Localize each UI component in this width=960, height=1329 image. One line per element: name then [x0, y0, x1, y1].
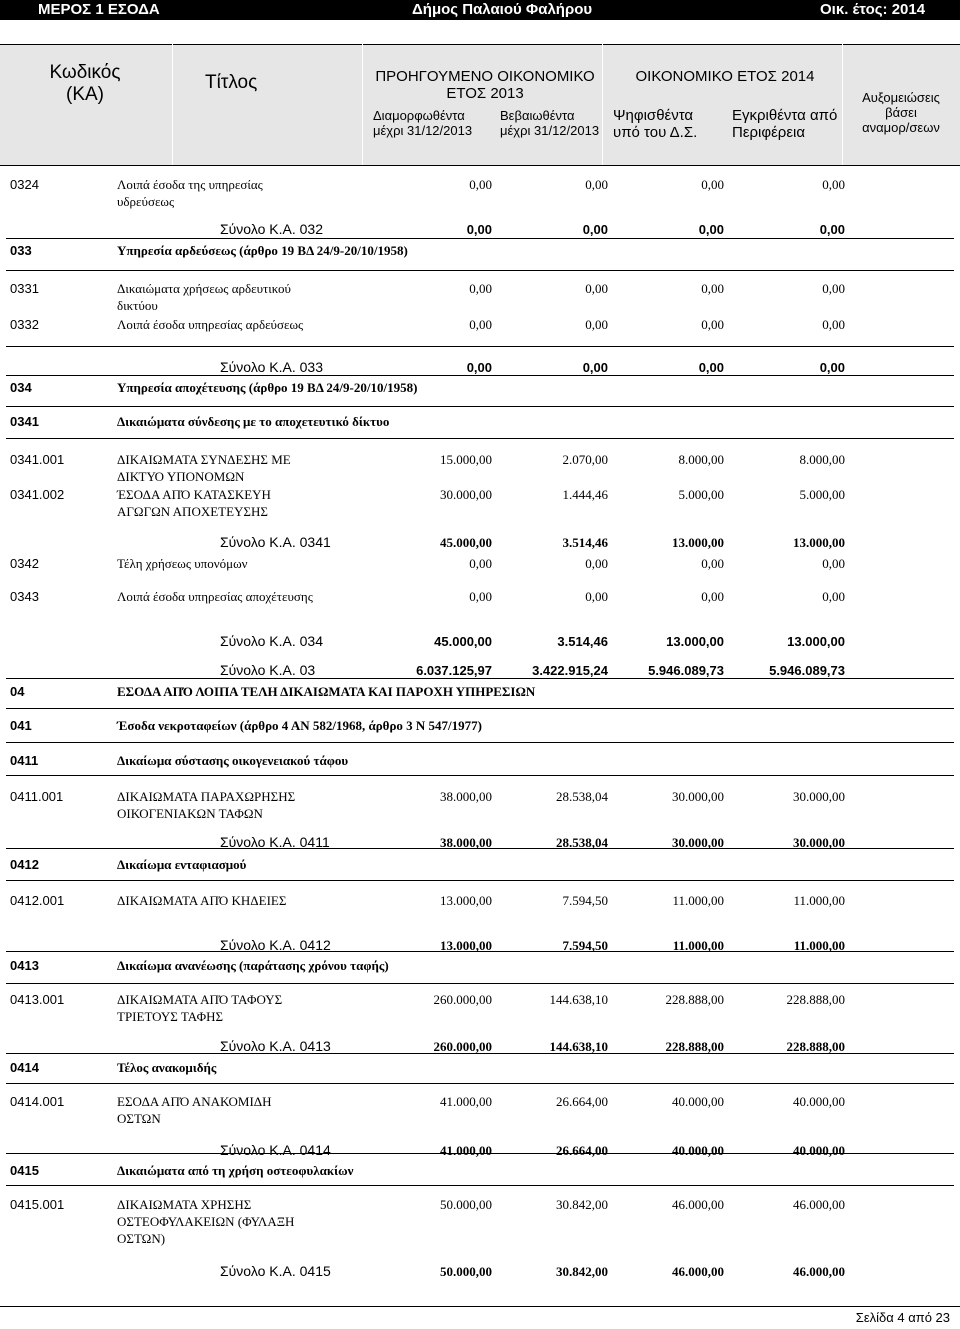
row-amount-formed: 6.037.125,97: [416, 663, 492, 678]
row-amount-formed: 45.000,00: [434, 634, 492, 649]
row-title: Έσοδα νεκροταφείων (άρθρο 4 ΑΝ 582/1968, άρθρο 3 Ν 547/1977): [117, 718, 482, 733]
row-amount-approved: 30.000,00: [793, 835, 845, 850]
row-title: Τέλη χρήσεως υπονόμων: [117, 556, 248, 571]
row-amount-certified: 0,00: [585, 317, 608, 332]
row-amount-voted: 13.000,00: [666, 634, 724, 649]
row-amount-approved: 13.000,00: [787, 634, 845, 649]
row-amount-formed: 38.000,00: [440, 835, 492, 850]
row-amount-voted: 40.000,00: [672, 1094, 724, 1109]
footer-line: [0, 1306, 960, 1307]
row-code: 034: [10, 380, 32, 395]
row-amount-certified: 0,00: [585, 556, 608, 571]
row-title: ΈΣΟΔΑ ΑΠΌ ΚΑΤΑΣΚΕΥΗ: [117, 487, 271, 502]
row-title: ΔΙΚΑΙΩΜΑΤΑ ΑΠΌ ΚΗΔΕΙΕΣ: [117, 893, 287, 908]
row-title: ΟΣΤΩΝ: [117, 1111, 161, 1126]
row-amount-formed: 45.000,00: [440, 535, 492, 550]
row-title: Δικαίωμα ενταφιασμού: [117, 857, 247, 872]
row-amount-certified: 144.638,10: [549, 992, 608, 1007]
row-code: 0415: [10, 1163, 39, 1178]
row-amount-approved: 11.000,00: [793, 893, 845, 908]
row-amount-voted: 0,00: [701, 556, 724, 571]
row-total-label: Σύνολο Κ.Α. 033: [220, 359, 323, 375]
row-code: 033: [10, 243, 32, 258]
row-amount-certified: 3.422.915,24: [532, 663, 608, 678]
row-amount-formed: 13.000,00: [440, 938, 492, 953]
row-amount-voted: 5.000,00: [678, 487, 724, 502]
row-amount-voted: 46.000,00: [672, 1264, 724, 1279]
section-label: ΜΕΡΟΣ 1 ΕΣΟΔΑ: [38, 1, 160, 18]
row-total-label: Σύνολο Κ.Α. 03: [220, 662, 316, 678]
row-title: Λοιπά έσοδα της υπηρεσίας: [117, 177, 263, 192]
header-divider: [362, 44, 363, 165]
section-separator: [6, 983, 954, 984]
row-amount-approved: 46.000,00: [793, 1264, 845, 1279]
header-divider: [842, 44, 843, 165]
row-amount-voted: 5.946.089,73: [648, 663, 724, 678]
section-separator: [6, 406, 954, 407]
row-amount-certified: 26.664,00: [556, 1094, 608, 1109]
row-amount-certified: 3.514,46: [562, 535, 608, 550]
row-amount-approved: 0,00: [822, 589, 845, 604]
top-bar: [0, 0, 960, 20]
row-total-label: Σύνολο Κ.Α. 0411: [220, 834, 330, 850]
row-amount-formed: 260.000,00: [433, 1039, 492, 1054]
row-amount-voted: 30.000,00: [672, 789, 724, 804]
row-amount-certified: 28.538,04: [556, 789, 608, 804]
row-amount-voted: 46.000,00: [672, 1197, 724, 1212]
row-title: Λοιπά έσοδα υπηρεσίας αρδεύσεως: [117, 317, 304, 332]
row-amount-certified: 1.444,46: [562, 487, 608, 502]
row-title: ΔΙΚΑΙΩΜΑΤΑ ΣΥΝΔΕΣΗΣ ΜΕ: [117, 452, 291, 467]
row-amount-approved: 0,00: [822, 281, 845, 296]
row-code: 04: [10, 684, 25, 699]
row-amount-certified: 0,00: [585, 177, 608, 192]
row-total-label: Σύνολο Κ.Α. 034: [220, 633, 323, 649]
row-title: Δικαιώματα από τη χρήση οστεοφυλακίων: [117, 1163, 354, 1178]
section-separator: [6, 438, 954, 439]
header-code: Κωδικός (ΚΑ): [49, 62, 121, 105]
row-title: Δικαιώματα σύνδεσης με το αποχετευτικό δίκτυο: [117, 414, 390, 429]
row-amount-formed: 13.000,00: [440, 893, 492, 908]
section-separator: [6, 708, 954, 709]
row-title: ΟΣΤΕΟΦΥΛΑΚΕΙΩΝ (ΦΥΛΑΞΗ: [117, 1214, 295, 1229]
row-total-label: Σύνολο Κ.Α. 032: [220, 221, 323, 237]
row-code: 0412: [10, 857, 39, 872]
row-amount-approved: 0,00: [822, 177, 845, 192]
row-title: ΔΙΚΑΙΩΜΑΤΑ ΑΠΌ ΤΑΦΟΥΣ: [117, 992, 283, 1007]
row-amount-approved: 0,00: [819, 222, 845, 237]
row-code: 0341.002: [10, 487, 65, 502]
row-amount-certified: 7.594,50: [562, 938, 608, 953]
row-amount-certified: 0,00: [582, 360, 608, 375]
header-top-line: [0, 44, 960, 45]
row-amount-certified: 0,00: [585, 281, 608, 296]
section-separator: [6, 1083, 954, 1084]
section-separator: [6, 880, 954, 881]
row-amount-voted: 0,00: [698, 360, 724, 375]
row-title: Δικαίωμα ανανέωσης (παράτασης χρόνου ταφής): [117, 958, 389, 973]
row-amount-approved: 5.000,00: [799, 487, 845, 502]
row-amount-voted: 11.000,00: [672, 938, 724, 953]
row-amount-approved: 0,00: [819, 360, 845, 375]
row-code: 0413: [10, 958, 39, 973]
header-adjustments: Αυξομειώσεις βάσει αναμορ/σεων: [862, 90, 940, 135]
row-title: δικτύου: [117, 298, 158, 313]
header-current-year: ΟΙΚΟΝΟΜΙΚΟ ΕΤΟΣ 2014: [635, 68, 815, 85]
row-amount-formed: 0,00: [466, 222, 492, 237]
row-amount-approved: 228.888,00: [786, 992, 845, 1007]
row-title: ΟΙΚΟΓΕΝΙΑΚΩΝ ΤΑΦΩΝ: [117, 806, 263, 821]
header-voted: Ψηφισθέντα υπό του Δ.Σ.: [613, 107, 698, 141]
row-amount-certified: 0,00: [582, 222, 608, 237]
row-amount-certified: 30.842,00: [556, 1197, 608, 1212]
row-amount-formed: 50.000,00: [440, 1264, 492, 1279]
row-amount-formed: 41.000,00: [440, 1143, 492, 1158]
row-amount-certified: 28.538,04: [556, 835, 608, 850]
row-title: ΔΙΚΤΥΟ ΥΠΟΝΟΜΩΝ: [117, 469, 245, 484]
row-amount-approved: 46.000,00: [793, 1197, 845, 1212]
row-amount-voted: 0,00: [701, 281, 724, 296]
row-code: 0415.001: [10, 1197, 65, 1212]
row-total-label: Σύνολο Κ.Α. 0412: [220, 937, 331, 953]
header-title: Τίτλος: [205, 72, 258, 93]
section-separator: [6, 742, 954, 743]
row-title: ΔΙΚΑΙΩΜΑΤΑ ΧΡΗΣΗΣ: [117, 1197, 252, 1212]
section-separator: [6, 678, 954, 679]
row-amount-formed: 0,00: [469, 556, 492, 571]
header-formed: Διαμορφωθέντα μέχρι 31/12/2013: [373, 108, 473, 138]
row-title: Υπηρεσία αποχέτευσης (άρθρο 19 ΒΔ 24/9-20/10/1958): [117, 380, 418, 395]
row-amount-voted: 0,00: [701, 317, 724, 332]
row-code: 0331: [10, 281, 39, 296]
row-amount-voted: 40.000,00: [672, 1143, 724, 1158]
row-title: ΑΓΩΓΩΝ ΑΠΟΧΕΤΕΥΣΗΣ: [117, 504, 268, 519]
row-amount-approved: 11.000,00: [793, 938, 845, 953]
row-code: 0341: [10, 414, 39, 429]
row-amount-certified: 144.638,10: [549, 1039, 608, 1054]
row-amount-voted: 8.000,00: [678, 452, 724, 467]
row-code: 0413.001: [10, 992, 65, 1007]
header-divider: [172, 44, 173, 165]
row-amount-approved: 13.000,00: [793, 535, 845, 550]
row-title: υδρεύσεως: [117, 194, 175, 209]
row-title: Υπηρεσία αρδεύσεως (άρθρο 19 ΒΔ 24/9-20/10/1958): [117, 243, 408, 258]
row-amount-voted: 228.888,00: [665, 1039, 724, 1054]
row-code: 0414: [10, 1060, 39, 1075]
row-code: 0411: [10, 753, 39, 768]
row-amount-certified: 2.070,00: [562, 452, 608, 467]
header-approved: Εγκριθέντα από Περιφέρεια: [732, 107, 838, 141]
row-title: Λοιπά έσοδα υπηρεσίας αποχέτευσης: [117, 589, 313, 604]
section-separator: [6, 775, 954, 776]
row-amount-approved: 40.000,00: [793, 1143, 845, 1158]
row-title: ΔΙΚΑΙΩΜΑΤΑ ΠΑΡΑΧΩΡΗΣΗΣ: [117, 789, 296, 804]
row-amount-certified: 30.842,00: [556, 1264, 608, 1279]
row-amount-voted: 0,00: [701, 177, 724, 192]
header-divider: [602, 44, 603, 165]
row-total-label: Σύνολο Κ.Α. 0341: [220, 534, 331, 550]
row-title: ΤΡΙΕΤΟΥΣ ΤΑΦΗΣ: [117, 1009, 224, 1024]
row-amount-voted: 0,00: [701, 589, 724, 604]
row-code: 0332: [10, 317, 39, 332]
row-title: Δικαίωμα σύστασης οικογενειακού τάφου: [117, 753, 349, 768]
row-code: 0341.001: [10, 452, 65, 467]
row-code: 0414.001: [10, 1094, 65, 1109]
row-amount-approved: 0,00: [822, 317, 845, 332]
row-amount-formed: 0,00: [469, 281, 492, 296]
row-code: 0342: [10, 556, 39, 571]
row-amount-voted: 228.888,00: [665, 992, 724, 1007]
row-amount-approved: 8.000,00: [799, 452, 845, 467]
header-prev-year: ΠΡΟΗΓΟΥΜΕΝΟ ΟΙΚΟΝΟΜΙΚΟ ΕΤΟΣ 2013: [375, 68, 595, 102]
row-code: 0412.001: [10, 893, 65, 908]
section-separator: [6, 375, 954, 376]
row-title: ΕΣΟΔΑ ΑΠΌ ΛΟΙΠΑ ΤΕΛΗ ΔΙΚΑΙΩΜΑΤΑ ΚΑΙ ΠΑΡΟΧΗ ΥΠΗΡΕΣΙΩΝ: [117, 684, 536, 699]
header-certified: Βεβαιωθέντα μέχρι 31/12/2013: [500, 108, 600, 138]
row-code: 0343: [10, 589, 39, 604]
row-amount-certified: 26.664,00: [556, 1143, 608, 1158]
row-total-label: Σύνολο Κ.Α. 0414: [220, 1142, 331, 1158]
row-amount-formed: 260.000,00: [433, 992, 492, 1007]
row-title: ΟΣΤΩΝ): [117, 1231, 166, 1246]
row-amount-formed: 15.000,00: [440, 452, 492, 467]
row-amount-formed: 38.000,00: [440, 789, 492, 804]
row-amount-formed: 50.000,00: [440, 1197, 492, 1212]
row-amount-voted: 30.000,00: [672, 835, 724, 850]
row-amount-certified: 7.594,50: [562, 893, 608, 908]
section-separator: [6, 270, 954, 271]
row-amount-certified: 0,00: [585, 589, 608, 604]
section-separator: [6, 346, 954, 347]
row-amount-approved: 228.888,00: [786, 1039, 845, 1054]
row-amount-formed: 0,00: [469, 317, 492, 332]
row-amount-voted: 13.000,00: [672, 535, 724, 550]
row-title: Τέλος ανακομιδής: [117, 1060, 217, 1075]
row-title: ΕΣΟΔΑ ΑΠΌ ΑΝΑΚΟΜΙΔΗ: [117, 1094, 272, 1109]
row-amount-formed: 0,00: [466, 360, 492, 375]
row-code: 0411.001: [10, 789, 64, 804]
section-separator: [6, 238, 954, 239]
row-title: Δικαιώματα χρήσεως αρδευτικού: [117, 281, 291, 296]
row-code: 0324: [10, 177, 39, 192]
row-amount-voted: 0,00: [698, 222, 724, 237]
municipality-name: Δήμος Παλαιού Φαλήρου: [412, 1, 593, 18]
row-amount-approved: 0,00: [822, 556, 845, 571]
row-amount-formed: 0,00: [469, 589, 492, 604]
row-amount-approved: 30.000,00: [793, 789, 845, 804]
row-amount-certified: 3.514,46: [557, 634, 608, 649]
row-total-label: Σύνολο Κ.Α. 0413: [220, 1038, 331, 1054]
row-amount-formed: 41.000,00: [440, 1094, 492, 1109]
header-bottom-line: [0, 165, 960, 166]
row-amount-formed: 0,00: [469, 177, 492, 192]
section-separator: [6, 1185, 954, 1186]
row-amount-approved: 5.946.089,73: [769, 663, 845, 678]
row-amount-approved: 40.000,00: [793, 1094, 845, 1109]
row-amount-voted: 11.000,00: [672, 893, 724, 908]
row-code: 041: [10, 718, 32, 733]
row-total-label: Σύνολο Κ.Α. 0415: [220, 1263, 331, 1279]
fiscal-year: Οικ. έτος: 2014: [820, 1, 926, 18]
page-number: Σελίδα 4 από 23: [855, 1310, 950, 1325]
row-amount-formed: 30.000,00: [440, 487, 492, 502]
